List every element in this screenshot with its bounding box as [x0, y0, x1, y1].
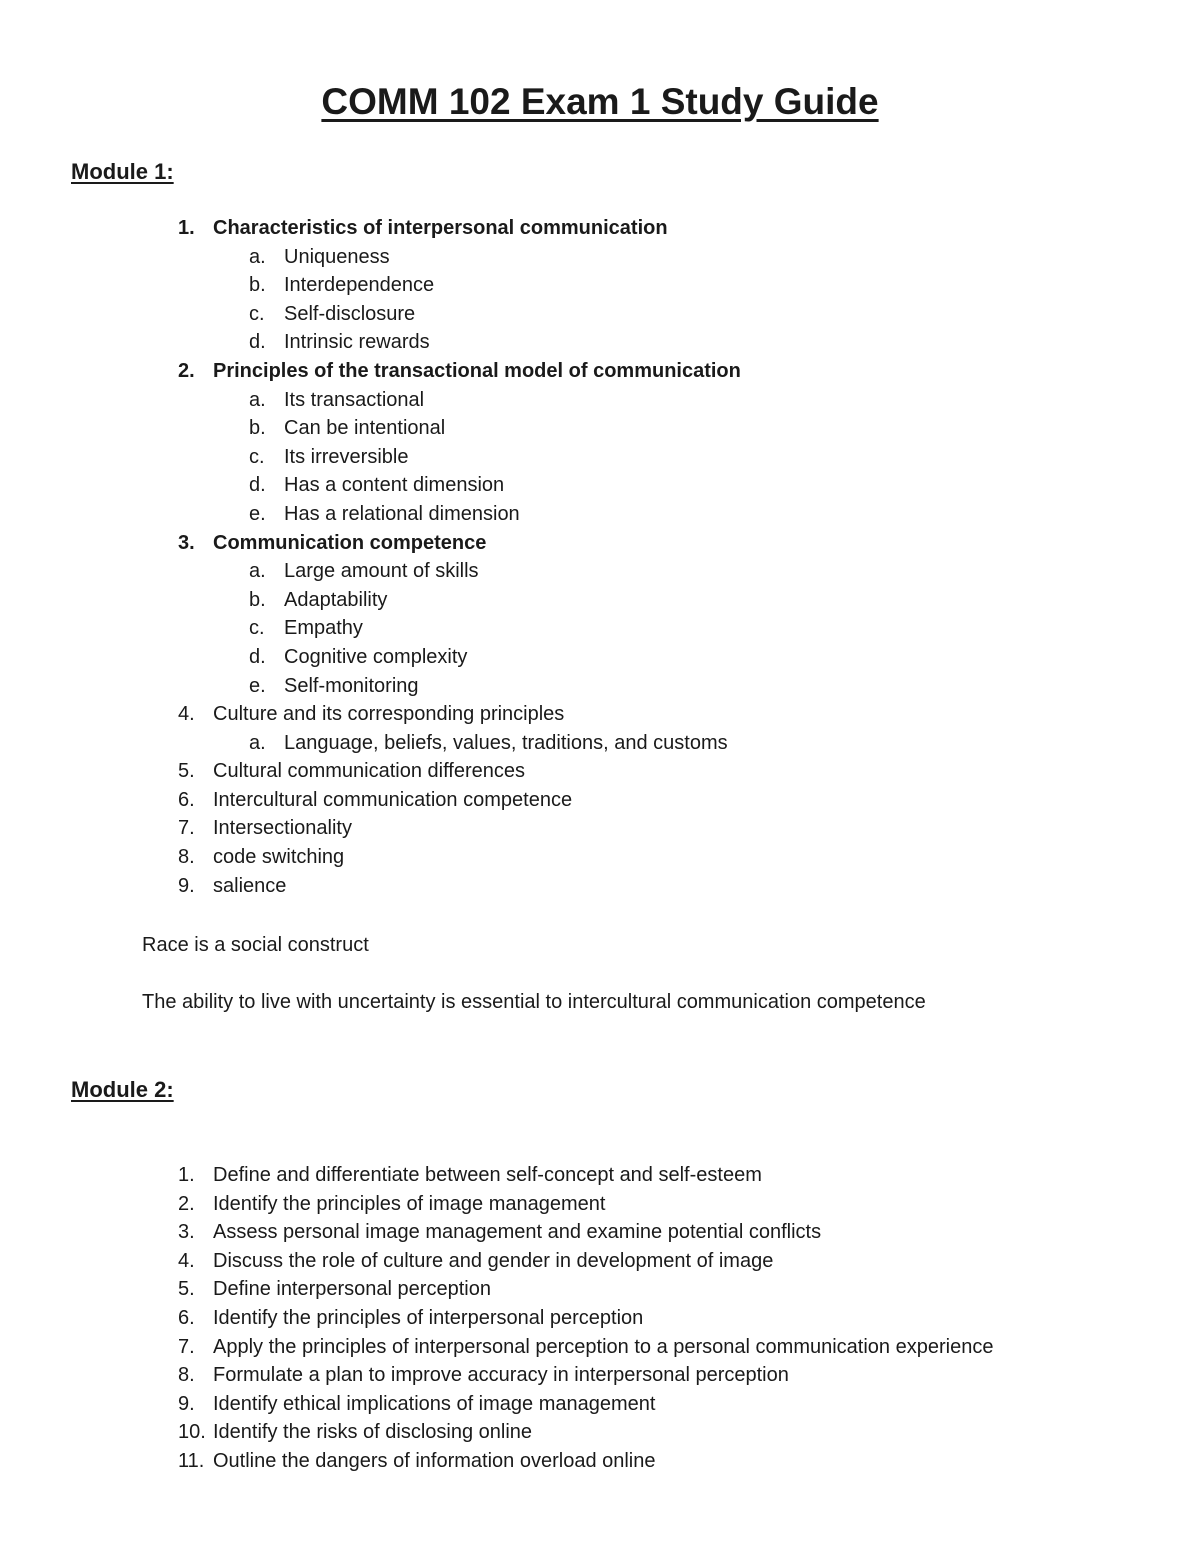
item-number: 7. [178, 1335, 195, 1358]
item-text: Principles of the transactional model of communication [213, 359, 741, 382]
sub-item-text: Has a relational dimension [284, 502, 520, 525]
item-text: Characteristics of interpersonal communication [213, 217, 668, 239]
sub-item-text: Empathy [284, 617, 363, 640]
sub-item-letter: c. [249, 617, 265, 640]
sub-item-text: Intrinsic rewards [284, 331, 430, 354]
sub-item-text: Its irreversible [284, 445, 409, 468]
item-text: Define and differentiate between self-concept and self-esteem [213, 1164, 762, 1186]
item-text: Identify the principles of image management [213, 1192, 606, 1215]
sub-item-letter: a. [249, 560, 266, 583]
item-number: 3. [178, 531, 195, 554]
item-number: 2. [178, 1192, 195, 1215]
item-number: 8. [178, 1364, 195, 1387]
sub-item-text: Adaptability [284, 588, 388, 611]
item-number: 5. [178, 1278, 195, 1301]
sub-item-letter: d. [249, 474, 266, 497]
item-number: 3. [178, 1221, 195, 1244]
sub-item-letter: b. [249, 417, 266, 440]
item-text: Culture and its corresponding principles [213, 703, 565, 726]
item-text: Identify ethical implications of image management [213, 1392, 656, 1415]
sub-item-letter: b. [249, 588, 266, 611]
sub-item-letter: e. [249, 502, 266, 525]
item-text: Communication competence [213, 531, 487, 554]
sub-item-letter: a. [249, 245, 266, 268]
item-number: 1. [178, 1164, 195, 1186]
sub-item-text: Language, beliefs, values, traditions, and customs [284, 731, 728, 754]
sub-item-text: Self-disclosure [284, 302, 416, 325]
sub-item-letter: a. [249, 731, 266, 754]
sub-item-letter: c. [249, 445, 265, 468]
item-text: Outline the dangers of information overload online [213, 1449, 656, 1472]
module-2-heading: Module 2: [71, 1077, 174, 1102]
sub-item-letter: d. [249, 645, 266, 668]
sub-item-letter: a. [249, 388, 266, 411]
item-number: 1. [178, 217, 195, 239]
item-number: 2. [178, 359, 195, 382]
item-text: Intersectionality [213, 817, 352, 840]
sub-item-text: Can be intentional [284, 417, 446, 440]
item-text: Identify the risks of disclosing online [213, 1421, 533, 1444]
note-race: Race is a social construct [142, 934, 369, 956]
item-text: Intercultural communication competence [213, 788, 573, 811]
sub-item-text: Self-monitoring [284, 674, 419, 697]
sub-item-text: Large amount of skills [284, 560, 479, 583]
item-text: Identify the principles of interpersonal perception [213, 1306, 644, 1329]
item-number: 6. [178, 788, 195, 811]
sub-item-letter: b. [249, 274, 266, 297]
item-text: Discuss the role of culture and gender in development of image [213, 1249, 774, 1272]
sub-item-letter: e. [249, 674, 266, 697]
sub-item-letter: c. [249, 302, 265, 325]
item-number: 10. [178, 1421, 206, 1444]
item-text: Assess personal image management and examine potential conflicts [213, 1221, 822, 1244]
sub-item-text: Its transactional [284, 388, 425, 411]
item-number: 9. [178, 874, 195, 897]
item-number: 5. [178, 760, 195, 783]
sub-item-text: Cognitive complexity [284, 645, 468, 668]
item-number: 7. [178, 817, 195, 840]
sub-item-text: Interdependence [284, 274, 435, 297]
item-text: Define interpersonal perception [213, 1278, 491, 1301]
item-text: Formulate a plan to improve accuracy in interpersonal perception [213, 1364, 789, 1387]
item-number: 11. [178, 1449, 205, 1472]
item-number: 9. [178, 1392, 195, 1415]
item-number: 4. [178, 1249, 195, 1272]
item-text: code switching [213, 846, 345, 869]
sub-item-letter: d. [249, 331, 266, 354]
sub-item-text: Has a content dimension [284, 474, 505, 497]
item-number: 4. [178, 703, 195, 726]
item-text: Cultural communication differences [213, 760, 526, 783]
note-uncertainty: The ability to live with uncertainty is essential to intercultural communication competence [142, 991, 926, 1013]
module-1-heading: Module 1: [71, 159, 174, 184]
sub-item-text: Uniqueness [284, 245, 390, 268]
item-number: 8. [178, 846, 195, 869]
item-number: 6. [178, 1306, 195, 1329]
document-title: COMM 102 Exam 1 Study Guide [321, 81, 879, 122]
item-text: salience [213, 874, 287, 897]
item-text: Apply the principles of interpersonal perception to a personal communication experience [213, 1335, 994, 1358]
